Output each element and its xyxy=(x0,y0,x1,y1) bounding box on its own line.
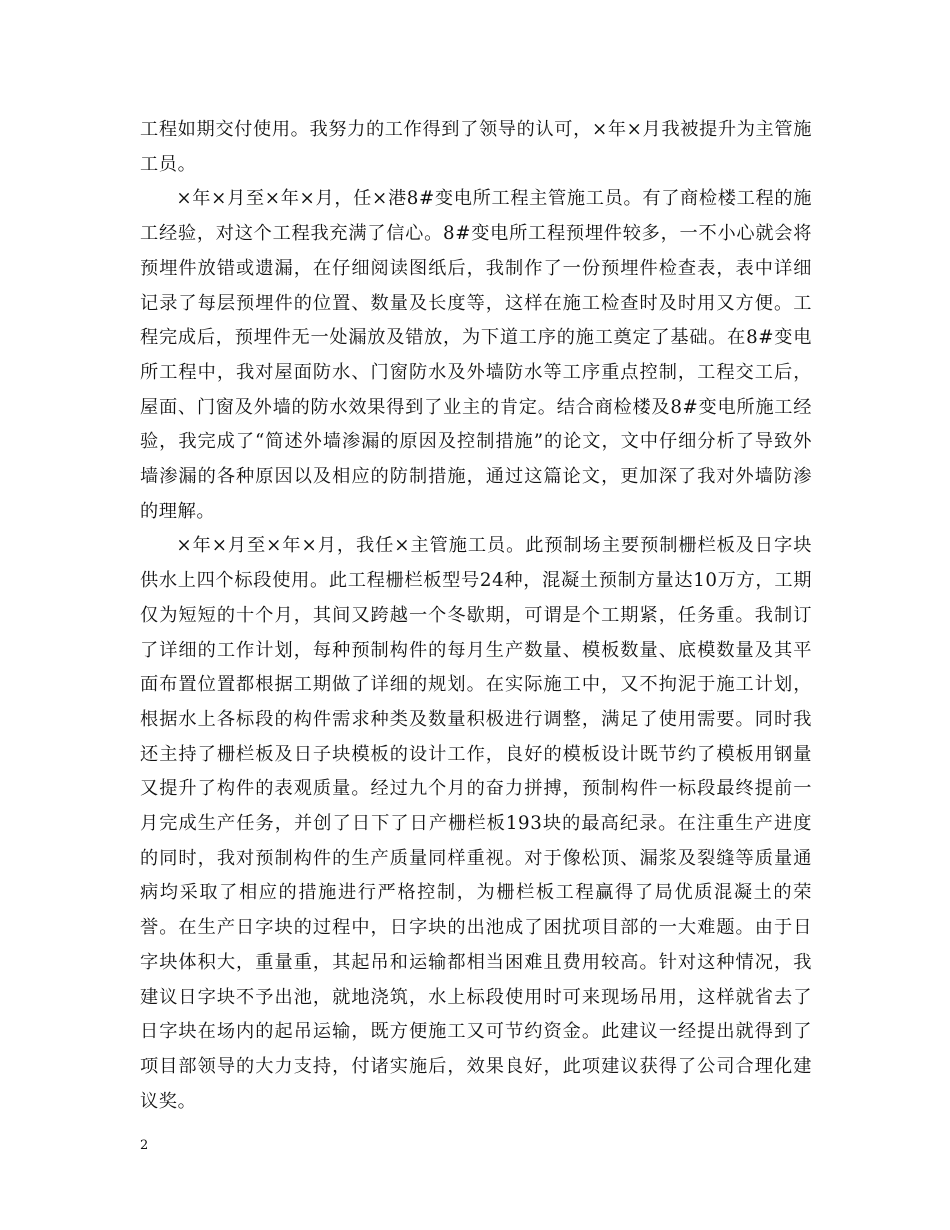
page-number: 2 xyxy=(140,1138,149,1153)
paragraph-3: ×年×月至×年×月，我任×主管施工员。此预制场主要预制栅栏板及日字块供水上四个标段使用。此工程栅栏板型号24种，混凝土预制方量达10万方，工期仅为短短的十个月，其间又跨越一个冬歇期，可谓是个工期紧，任务重。我制订了详细的工作计划，每种预制构件的每月生产数量、模板数量、底模数量及其平面布置位置都根据工期做了详细的规划。在实际施工中，又不拘泥于施工计划，根据水上各标段的构件需求种类及数量积极进行调整，满足了使用需要。同时我还主持了栅栏板及日子块模板的设计工作，良好的模板设计既节约了模板用钢量又提升了构件的表观质量。经过九个月的奋力拼搏，预制构件一标段最终提前一月完成生产任务，并创了日下了日产栅栏板193块的最高纪录。在注重生产进度的同时，我对预制构件的生产质量同样重视。对于像松顶、漏浆及裂缝等质量通病均采取了相应的措施进行严格控制，为栅栏板工程赢得了局优质混凝土的荣誉。在生产日字块的过程中，日字块的出池成了困扰项目部的一大难题。由于日字块体积大，重量重，其起吊和运输都相当困难且费用较高。针对这种情况，我建议日字块不予出池，就地浇筑，水上标段使用时可来现场吊用，这样就省去了日字块在场内的起吊运输，既方便施工又可节约资金。此建议一经提出就得到了项目部领导的大力支持，付诸实施后，效果良好，此项建议获得了公司合理化建议奖。 xyxy=(140,535,812,1112)
body-text xyxy=(140,113,812,1119)
paragraph-2: ×年×月至×年×月，任×港8#变电所工程主管施工员。有了商检楼工程的施工经验，对这个工程我充满了信心。8#变电所工程预埋件较多，一不小心就会将预埋件放错或遗漏，在仔细阅读图纸后，我制作了一份预埋件检查表，表中详细记录了每层预埋件的位置、数量及长度等，这样在施工检查时及时用又方便。工程完成后，预埋件无一处漏放及错放，为下道工序的施工奠定了基础。在8#变电所工程中，我对屋面防水、门窗防水及外墙防水等工序重点控制，工程交工后，屋面、门窗及外墙的防水效果得到了业主的肯定。结合商检楼及8#变电所施工经验，我完成了“简述外墙渗漏的原因及控制措施”的论文，文中仔细分析了导致外墙渗漏的各种原因以及相应的防制措施，通过这篇论文，更加深了我对外墙防渗的理解。 xyxy=(140,188,812,522)
paragraph-1: 工程如期交付使用。我努力的工作得到了领导的认可，×年×月我被提升为主管施工员。 xyxy=(140,119,812,175)
